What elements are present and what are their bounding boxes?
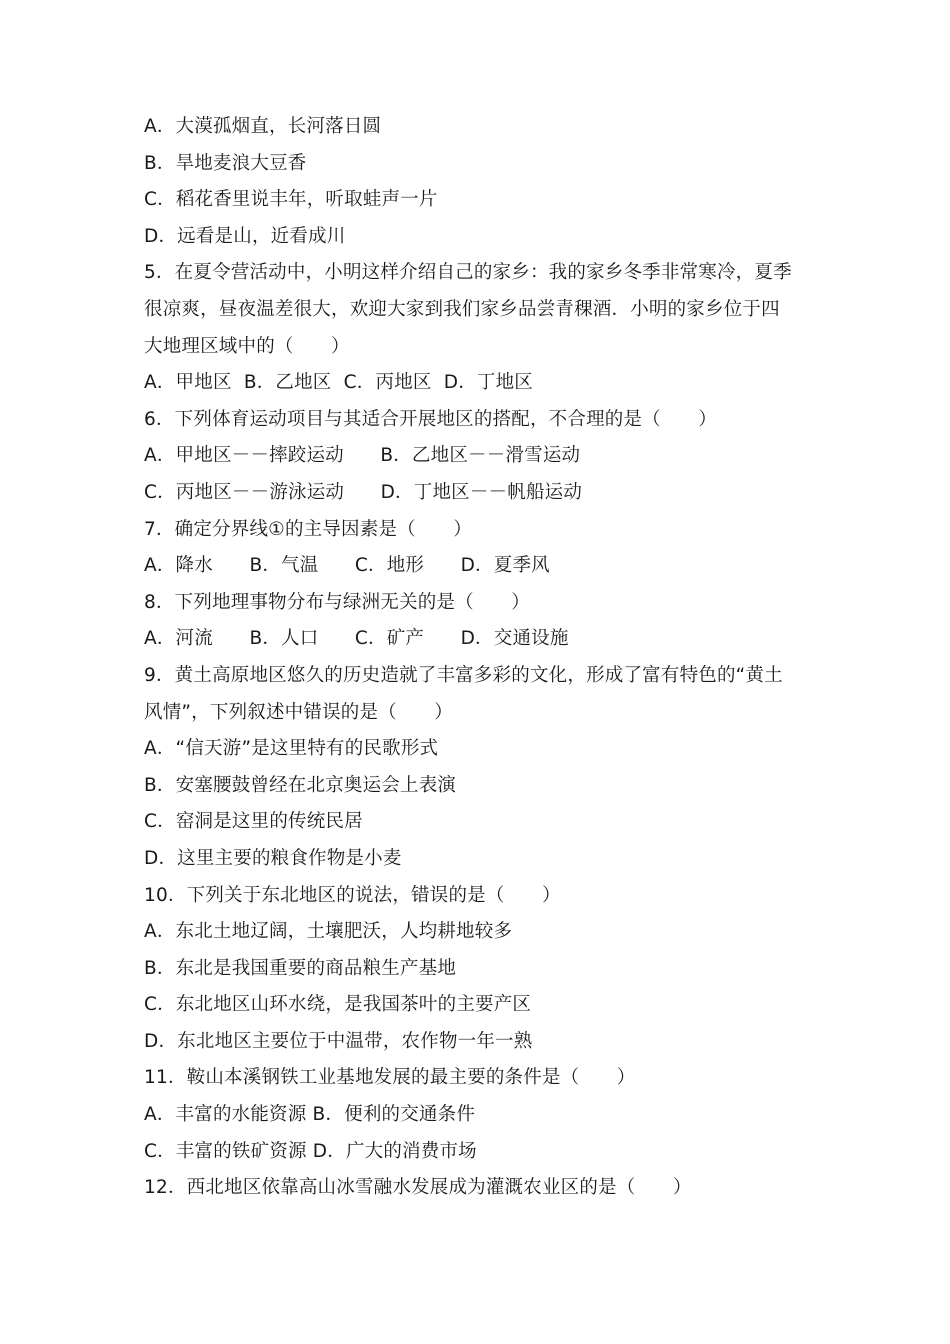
option-10a: A．东北土地辽阔，土壤肥沃，人均耕地较多 [144, 921, 513, 942]
question-5-line-3: 大地理区域中的（ ） [144, 336, 350, 357]
options-8: A．河流 B．人口 C．矿产 D．交通设施 [144, 628, 569, 649]
options-11-ab: A．丰富的水能资源 B．便利的交通条件 [144, 1104, 476, 1125]
option-9b: B．安塞腰鼓曾经在北京奥运会上表演 [144, 775, 457, 796]
question-12: 12．西北地区依靠高山冰雪融水发展成为灌溉农业区的是（ ） [144, 1177, 692, 1198]
options-11-cd: C．丰富的铁矿资源 D．广大的消费市场 [144, 1141, 477, 1162]
question-8: 8．下列地理事物分布与绿洲无关的是（ ） [144, 592, 530, 613]
question-9-line-2: 风情”，下列叙述中错误的是（ ） [144, 702, 453, 723]
option-4d: D．远看是山，近看成川 [144, 226, 346, 247]
question-10: 10．下列关于东北地区的说法，错误的是（ ） [144, 885, 561, 906]
question-7: 7．确定分界线①的主导因素是（ ） [144, 519, 472, 540]
options-7: A．降水 B．气温 C．地形 D．夏季风 [144, 555, 550, 576]
option-4b: B．旱地麦浪大豆香 [144, 153, 307, 174]
option-10d: D．东北地区主要位于中温带，农作物一年一熟 [144, 1031, 533, 1052]
options-6-cd: C．丙地区－－游泳运动 D．丁地区－－帆船运动 [144, 482, 583, 503]
question-6: 6．下列体育运动项目与其适合开展地区的搭配，不合理的是（ ） [144, 409, 717, 430]
options-5: A．甲地区 B．乙地区 C．丙地区 D．丁地区 [144, 372, 533, 393]
option-10b: B．东北是我国重要的商品粮生产基地 [144, 958, 457, 979]
option-9c: C．窑洞是这里的传统民居 [144, 811, 363, 832]
option-10c: C．东北地区山环水绕，是我国茶叶的主要产区 [144, 994, 532, 1015]
question-9-line-1: 9．黄土高原地区悠久的历史造就了丰富多彩的文化，形成了富有特色的“黄土 [144, 665, 783, 686]
question-5-line-1: 5．在夏令营活动中，小明这样介绍自己的家乡：我的家乡冬季非常寒冷，夏季 [144, 262, 792, 283]
option-4a: A．大漠孤烟直，长河落日圆 [144, 116, 382, 137]
option-4c: C．稻花香里说丰年，听取蛙声一片 [144, 189, 438, 210]
option-9a: A．“信天游”是这里特有的民歌形式 [144, 738, 439, 759]
option-9d: D．这里主要的粮食作物是小麦 [144, 848, 402, 869]
question-11: 11．鞍山本溪钢铁工业基地发展的最主要的条件是（ ） [144, 1067, 636, 1088]
question-5-line-2: 很凉爽，昼夜温差很大，欢迎大家到我们家乡品尝青稞酒．小明的家乡位于四 [144, 299, 780, 320]
options-6-ab: A．甲地区－－摔跤运动 B．乙地区－－滑雪运动 [144, 445, 581, 466]
